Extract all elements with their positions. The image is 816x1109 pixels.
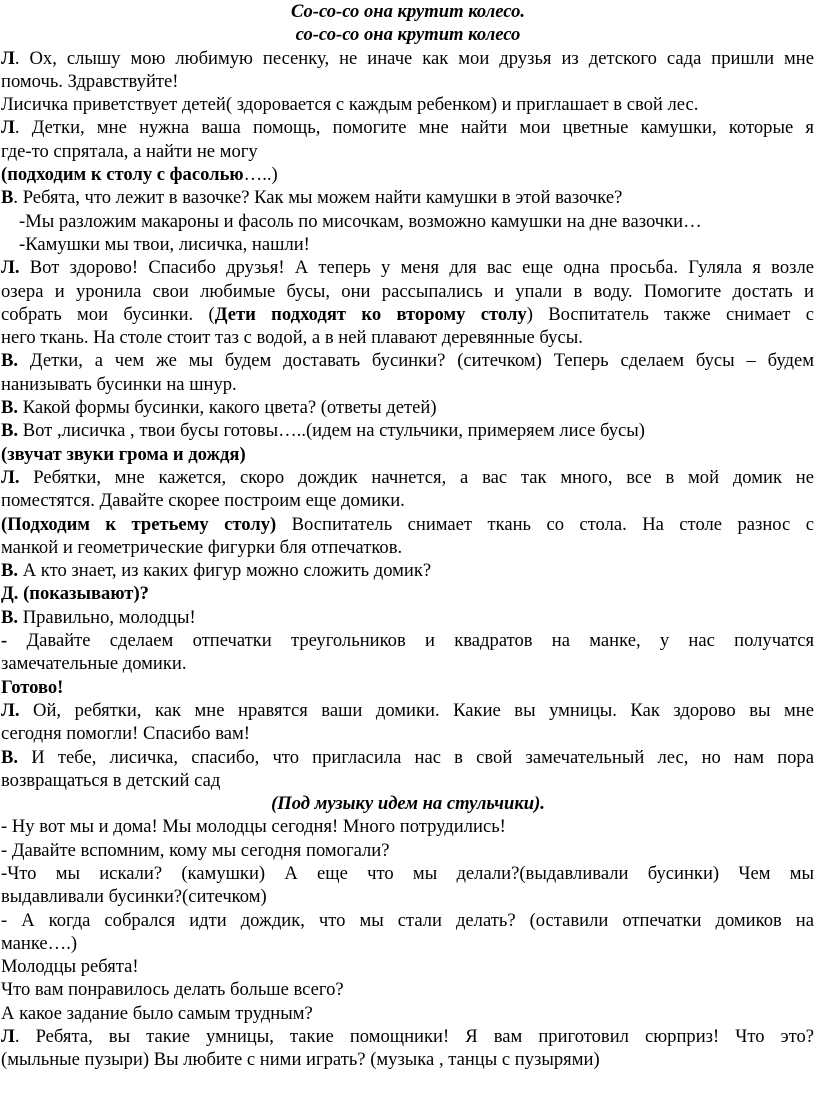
paragraph-fox-beads-4: него ткань. На столе стоит таз с водой, а в ней плавают деревянные бусы. — [1, 327, 583, 349]
speaker-label: В. — [1, 560, 19, 582]
stage-direction-music: (Под музыку идем на стульчики). — [271, 793, 545, 815]
paragraph-children-show: Д. (показывают)? — [1, 583, 149, 605]
paragraph-fox-beads-3: собрать мои бусинки. (Дети подходят ко второму столу) Воспитатель также снимает с — [1, 303, 814, 325]
speaker-label: Л. — [1, 257, 20, 279]
paragraph-hardest: А какое задание было самым трудным? — [1, 1002, 313, 1024]
speaker-label: Л. — [1, 466, 20, 488]
paragraph-children-sort: -Мы разложим макароны и фасоль по мисочкам, возможно камушки на дне вазочки… — [19, 210, 702, 232]
paragraph-teacher-return-2: возвращаться в детский сад — [1, 769, 221, 791]
paragraph-prints-2: замечательные домики. — [1, 653, 187, 675]
paragraph-home: - Ну вот мы и дома! Мы молодцы сегодня! Много потрудились! — [1, 816, 506, 838]
paragraph-fox-stones-1: Л. Детки, мне нужна ваша помощь, помогите мне найти мои цветные камушки, которые я — [1, 117, 814, 139]
paragraph-well-done: Молодцы ребята! — [1, 956, 139, 978]
paragraph-fox-rain-1: Л. Ребятки, мне кажется, скоро дождик начнется, а вас так много, все в мой домик не — [1, 466, 814, 488]
paragraph-prints-1: - Давайте сделаем отпечатки треугольников и квадратов на манке, у нас получатся — [1, 630, 814, 652]
paragraph-fox-beads-2: озера и уронила свои любимые бусы, они рассыпались и упали в воду. Помогите достать и — [1, 280, 814, 302]
paragraph-children-found: -Камушки мы твои, лисичка, нашли! — [19, 233, 310, 255]
title-line-2: со-со-со она крутит колесо — [295, 24, 521, 46]
paragraph-fox-rain-2: поместятся. Давайте скорее построим еще домики. — [1, 490, 405, 512]
stage-direction-beans-table: (подходим к столу с фасолью…..) — [1, 164, 278, 186]
speaker-label: Л — [1, 1026, 15, 1048]
speaker-label: В — [1, 187, 14, 209]
paragraph-what-searched-1: -Что мы искали? (камушки) А еще что мы делали?(выдавливали бусинки) Чем мы — [1, 862, 814, 884]
title-line-1: Со-со-со она крутит колесо. — [290, 1, 526, 22]
paragraph-fox-stones-2: где-то спрятала, а найти не могу — [1, 140, 258, 162]
paragraph-remember: - Давайте вспомним, кому мы сегодня помогали? — [1, 839, 390, 861]
paragraph-teacher-sieve-2: нанизывать бусинки на шнур. — [1, 373, 237, 395]
paragraph-done: Готово! — [1, 676, 64, 698]
paragraph-teacher-house: В. А кто знает, из каких фигур можно сложить домик? — [1, 560, 432, 582]
speaker-label: В. — [1, 420, 19, 442]
stage-direction-thunder: (звучат звуки грома и дождя) — [1, 443, 246, 465]
paragraph-liked-most: Что вам понравилось делать больше всего? — [1, 979, 344, 1001]
paragraph-teacher-correct: В. Правильно, молодцы! — [1, 606, 196, 628]
paragraph-fox-greeting-2: помочь. Здравствуйте! — [1, 70, 179, 92]
speaker-label: Л. — [1, 699, 20, 721]
paragraph-teacher-sieve-1: В. Детки, а чем же мы будем доставать бусинки? (ситечком) Теперь сделаем бусы – будем — [1, 350, 814, 372]
speaker-label: В. — [1, 397, 19, 419]
paragraph-third-table-2: манкой и геометрические фигурки бля отпечатков. — [1, 536, 403, 558]
paragraph-fox-greeting-1: Л. Ох, слышу мою любимую песенку, не иначе как мои друзья из детского сада пришли мне — [1, 47, 814, 69]
paragraph-fox-welcomes: Лисичка приветствует детей( здоровается с каждым ребенком) и приглашает в свой лес. — [1, 94, 699, 116]
speaker-label: В. — [1, 746, 19, 768]
speaker-label: В. — [1, 606, 19, 628]
speaker-label: Л — [1, 47, 15, 69]
paragraph-teacher-vase: В. Ребята, что лежит в вазочке? Как мы можем найти камушки в этой вазочке? — [1, 187, 623, 209]
paragraph-teacher-return-1: В. И тебе, лисичка, спасибо, что пригласила нас в свой замечательный лес, но нам пора — [1, 746, 814, 768]
paragraph-what-searched-2: выдавливали бусинки?(ситечком) — [1, 886, 267, 908]
paragraph-rain-prints-1: - А когда собрался идти дождик, что мы стали делать? (оставили отпечатки домиков на — [1, 909, 814, 931]
paragraph-fox-thanks-2: сегодня помогли! Спасибо вам! — [1, 723, 250, 745]
paragraph-teacher-ready: В. Вот ,лисичка , твои бусы готовы…..(идем на стульчики, примеряем лисе бусы) — [1, 420, 645, 442]
speaker-label: Л — [1, 117, 15, 139]
paragraph-fox-thanks-1: Л. Ой, ребятки, как мне нравятся ваши домики. Какие вы умницы. Как здорово вы мне — [1, 699, 814, 721]
paragraph-fox-beads-1: Л. Вот здорово! Спасибо друзья! А теперь у меня для вас еще одна просьба. Гуляла я возле — [1, 257, 814, 279]
paragraph-teacher-shape: В. Какой формы бусинки, какого цвета? (ответы детей) — [1, 397, 437, 419]
paragraph-rain-prints-2: манке….) — [1, 932, 78, 954]
paragraph-surprise-1: Л. Ребята, вы такие умницы, такие помощники! Я вам приготовил сюрприз! Что это? — [1, 1026, 814, 1048]
speaker-label: В. — [1, 350, 19, 372]
paragraph-surprise-2: (мыльные пузыри) Вы любите с ними играть? (музыка , танцы с пузырями) — [1, 1049, 600, 1071]
paragraph-third-table-1: (Подходим к третьему столу) Воспитатель снимает ткань со стола. На столе разнос с — [1, 513, 814, 535]
